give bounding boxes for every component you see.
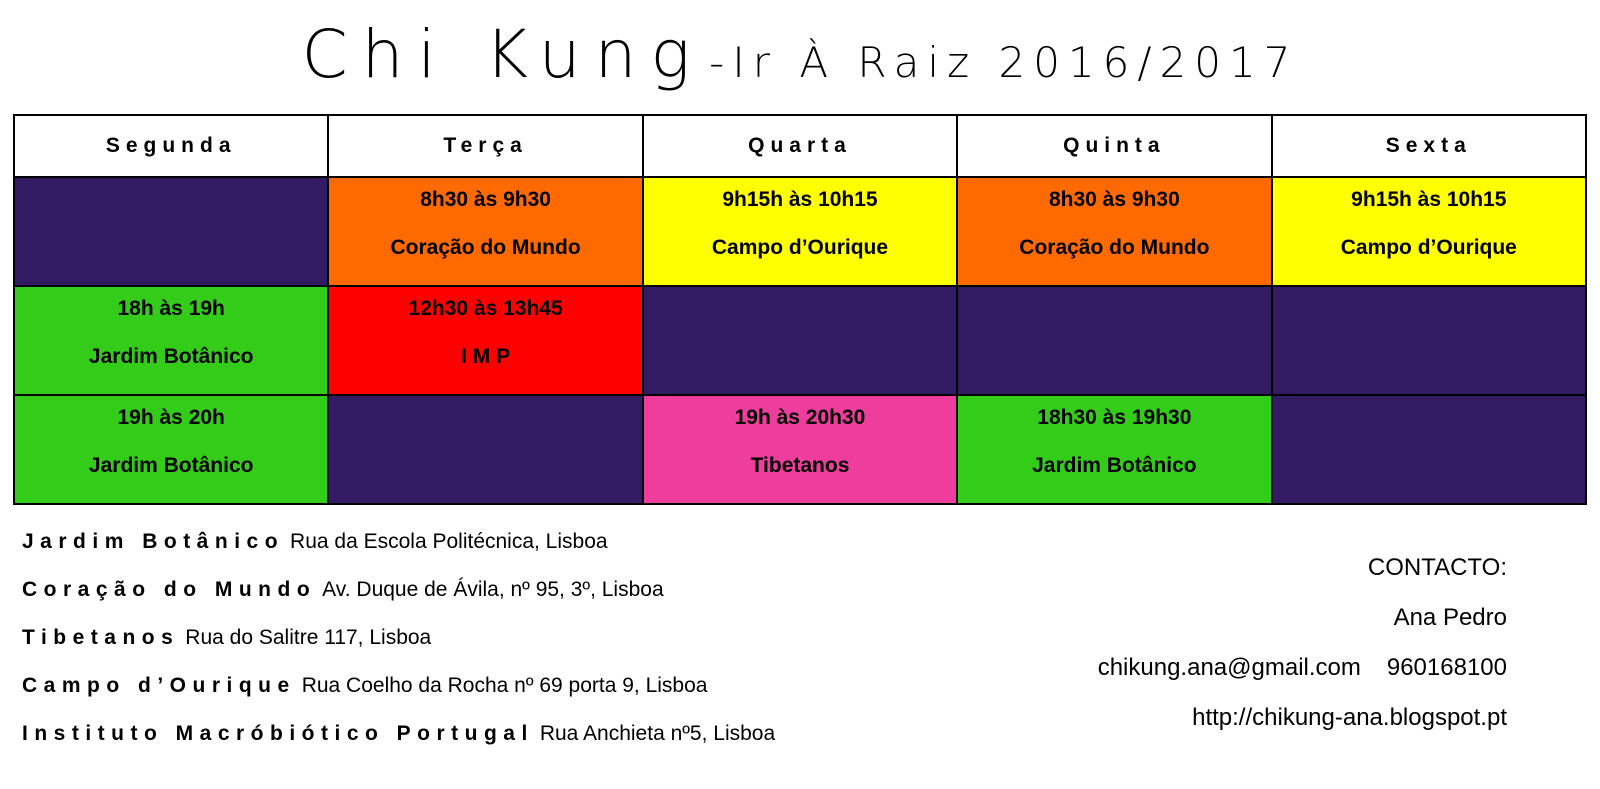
slot-time: 9h15h às 10h15 <box>1351 188 1507 211</box>
location-name: Jardim Botânico <box>22 530 285 553</box>
class-slot <box>14 395 328 504</box>
slot-time: 8h30 às 9h30 <box>1048 188 1180 211</box>
empty-slot <box>1272 286 1586 395</box>
class-slot <box>643 395 957 504</box>
class-slot <box>328 286 642 395</box>
slot-time: 9h15h às 10h15 <box>722 188 878 211</box>
page-title <box>0 16 1600 93</box>
empty-slot <box>14 177 328 286</box>
class-slot <box>957 395 1271 504</box>
empty-slot <box>643 286 957 395</box>
schedule-row <box>14 395 1586 504</box>
slot-time: 8h30 às 9h30 <box>420 188 551 211</box>
class-slot <box>957 177 1271 286</box>
location-item <box>22 622 1022 670</box>
day-header: Quinta <box>957 115 1271 177</box>
location-name: Instituto Macróbiótico Portugal <box>22 722 534 745</box>
location-name: Coração do Mundo <box>22 578 317 601</box>
location-name: Tibetanos <box>22 626 180 649</box>
contact-phone[interactable]: 960168100 <box>1386 654 1507 681</box>
location-name: Campo d’Ourique <box>22 674 296 697</box>
location-item <box>22 526 1022 574</box>
location-item <box>22 670 1022 718</box>
contact-name: Ana Pedro <box>1393 604 1507 631</box>
slot-place: Coração do Mundo <box>1019 236 1210 259</box>
contact-heading: CONTACTO: <box>1367 554 1507 581</box>
slot-place: Campo d’Ourique <box>711 236 889 259</box>
contact-website[interactable]: http://chikung-ana.blogspot.pt <box>1192 704 1507 731</box>
location-address: Rua do Salitre 117, Lisboa <box>185 626 432 649</box>
class-slot <box>1272 177 1586 286</box>
slot-place: Jardim Botânico <box>1032 454 1197 477</box>
day-header: Terça <box>328 115 642 177</box>
locations-list <box>22 526 1022 766</box>
slot-place: Tibetanos <box>750 454 850 477</box>
location-address: Rua Coelho da Rocha nº 69 porta 9, Lisboa <box>301 674 708 697</box>
slot-place: Jardim Botânico <box>88 345 254 368</box>
slot-time: 19h às 20h30 <box>734 406 866 429</box>
slot-place: Jardim Botânico <box>88 454 254 477</box>
location-address: Rua Anchieta nº5, Lisboa <box>539 722 776 745</box>
schedule-row <box>14 286 1586 395</box>
schedule-row <box>14 177 1586 286</box>
slot-place: Campo d’Ourique <box>1340 236 1517 259</box>
day-header: Segunda <box>14 115 328 177</box>
title-main: Chi Kung <box>301 16 705 93</box>
location-item <box>22 574 1022 622</box>
contact-block <box>1098 550 1507 750</box>
slot-time: 18h30 às 19h30 <box>1037 406 1192 429</box>
location-address: Rua da Escola Politécnica, Lisboa <box>290 530 608 553</box>
contact-details <box>1098 650 1507 700</box>
empty-slot <box>957 286 1271 395</box>
contact-email[interactable]: chikung.ana@gmail.com <box>1097 654 1361 681</box>
class-slot <box>643 177 957 286</box>
day-header: Sexta <box>1272 115 1586 177</box>
location-address: Av. Duque de Ávila, nº 95, 3º, Lisboa <box>322 578 664 601</box>
class-slot <box>14 286 328 395</box>
title-subtitle: -Ir À Raiz 2016/2017 <box>709 38 1299 87</box>
class-slot <box>328 177 642 286</box>
slot-time: 18h às 19h <box>117 297 225 320</box>
empty-slot <box>1272 395 1586 504</box>
schedule-header-row <box>14 115 1586 177</box>
slot-place: Coração do Mundo <box>390 236 581 259</box>
schedule-table <box>13 114 1587 505</box>
slot-time: 19h às 20h <box>117 406 225 429</box>
slot-time: 12h30 às 13h45 <box>408 297 563 320</box>
slot-place: I M P <box>461 345 511 368</box>
day-header: Quarta <box>643 115 957 177</box>
location-item <box>22 718 1022 766</box>
schedule-body <box>14 177 1586 504</box>
empty-slot <box>328 395 642 504</box>
